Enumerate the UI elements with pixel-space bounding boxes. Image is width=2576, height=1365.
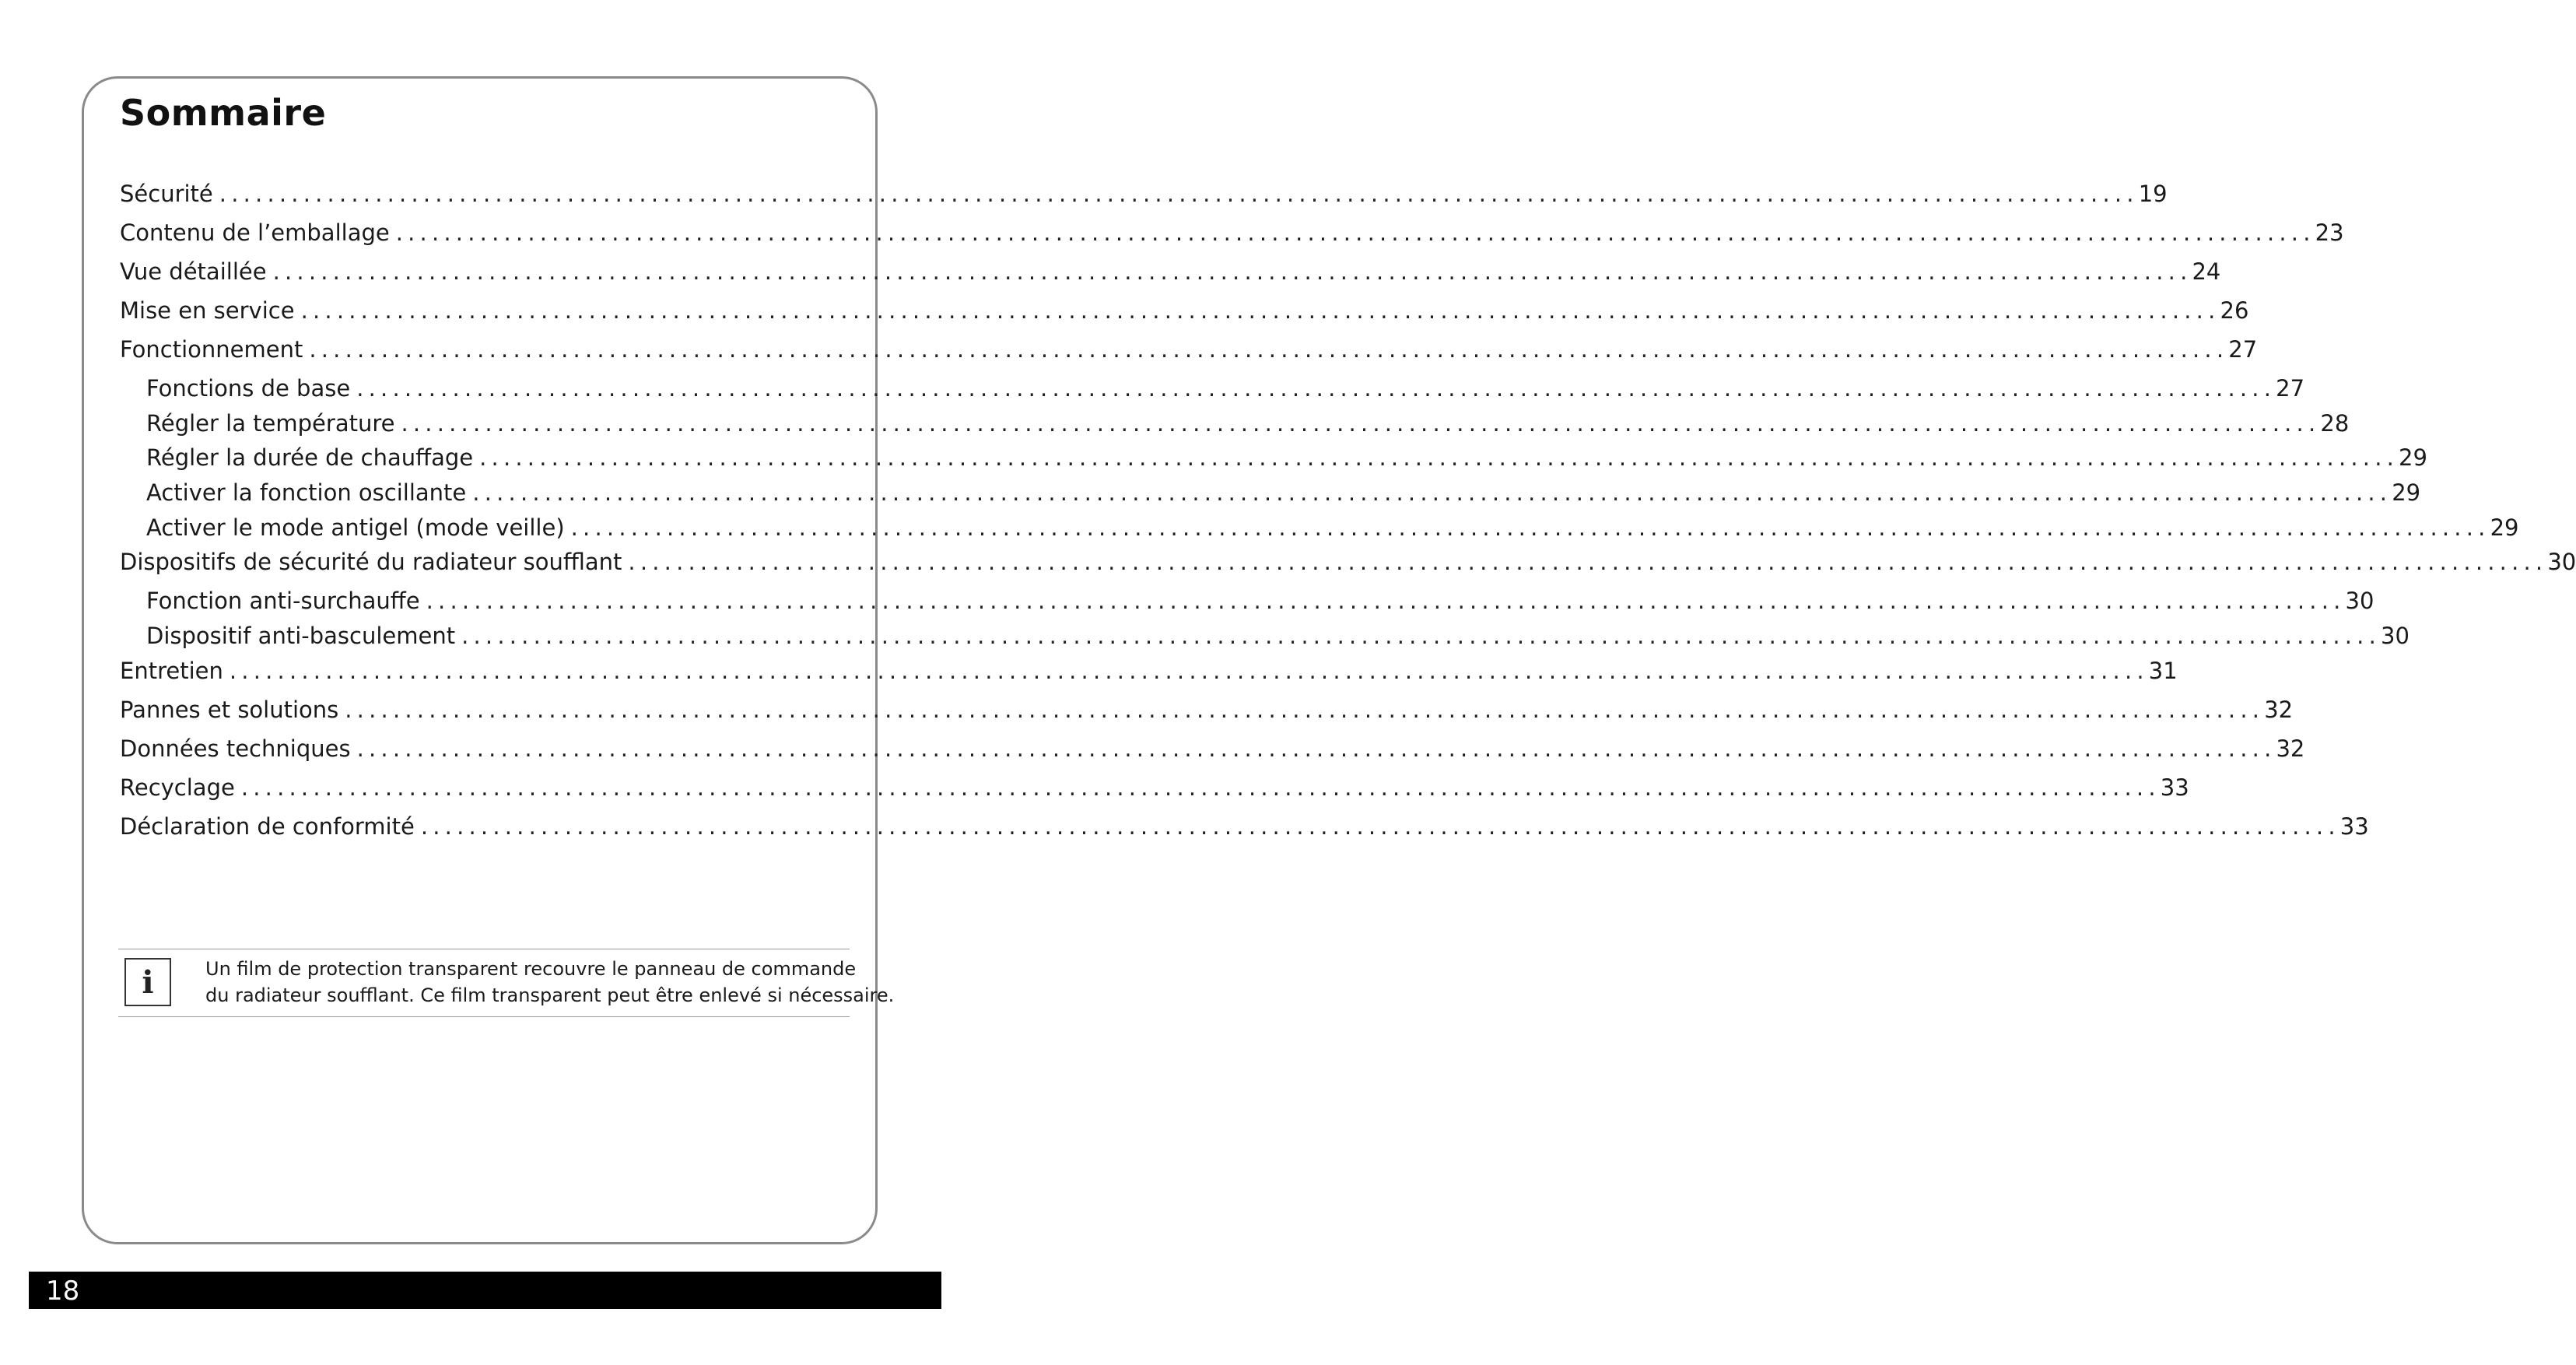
toc-entry[interactable] — [120, 181, 2168, 219]
toc-entry[interactable] — [120, 336, 2258, 375]
toc-entry-page: 19 — [2138, 181, 2168, 207]
toc-entry-page: 29 — [2490, 514, 2519, 541]
toc-leader-dots: ................................................................................................................................................................ — [219, 181, 2139, 207]
toc-leader-dots: ................................................................................................................................................................ — [479, 444, 2399, 472]
toc-entry[interactable] — [120, 258, 2221, 297]
toc-entry-label: Fonction anti-surchauffe — [146, 588, 420, 615]
toc-entry-page: 32 — [2264, 696, 2294, 723]
toc-entry-label: Pannes et solutions — [120, 696, 339, 723]
toc-subentry[interactable] — [120, 479, 2421, 514]
toc-entry-label: Contenu de l’emballage — [120, 219, 390, 246]
toc-leader-dots: ................................................................................................................................................................ — [628, 549, 2548, 576]
toc-entry-page: 29 — [2392, 479, 2421, 507]
info-note-line-2: du radiateur soufflant. Ce film transparent peut être enlevé si nécessaire. — [205, 984, 895, 1006]
page-number: 18 — [46, 1276, 80, 1307]
info-note-text — [205, 956, 894, 1009]
toc-leader-dots: ................................................................................................................................................................ — [395, 219, 2315, 246]
page-title: Sommaire — [120, 92, 327, 134]
toc-leader-dots: ................................................................................................................................................................ — [300, 297, 2220, 324]
toc-entry[interactable] — [120, 657, 2178, 697]
toc-entry-label: Vue détaillée — [120, 258, 267, 285]
toc-entry-page: 30 — [2547, 549, 2576, 576]
toc-entry-label: Fonctionnement — [120, 336, 303, 363]
toc-entry-page: 30 — [2345, 588, 2374, 615]
toc-subentry[interactable] — [120, 588, 2374, 623]
toc-entry-label: Déclaration de conformité — [120, 812, 415, 840]
toc-entry-label: Sécurité — [120, 181, 213, 207]
toc-entry[interactable] — [120, 219, 2344, 258]
toc-entry-page: 27 — [2228, 336, 2258, 363]
toc-leader-dots: ................................................................................................................................................................ — [309, 336, 2229, 363]
toc-entry-page: 24 — [2192, 258, 2221, 285]
toc-entry-label: Fonctions de base — [146, 375, 351, 402]
toc-entry[interactable] — [120, 549, 2576, 588]
info-note-line-1: Un film de protection transparent recouvre le panneau de commande — [205, 958, 857, 980]
toc-entry-label: Données techniques — [120, 735, 351, 762]
toc-entry-label: Entretien — [120, 657, 223, 684]
toc-entry-label: Mise en service — [120, 297, 295, 324]
toc-entry-page: 29 — [2399, 444, 2427, 472]
toc-entry[interactable] — [120, 696, 2294, 735]
toc-entry-page: 26 — [2220, 297, 2249, 324]
toc-entry-label: Activer la fonction oscillante — [146, 479, 467, 507]
toc-leader-dots: ................................................................................................................................................................ — [472, 479, 2392, 507]
toc-leader-dots: ................................................................................................................................................................ — [401, 409, 2321, 437]
toc-entry-page: 23 — [2315, 219, 2344, 246]
info-icon: i — [124, 958, 171, 1006]
toc-entry-page: 30 — [2381, 623, 2410, 650]
toc-subentry[interactable] — [120, 375, 2305, 410]
toc-leader-dots: ................................................................................................................................................................ — [461, 623, 2381, 650]
toc-subentry[interactable] — [120, 409, 2350, 445]
toc-entry[interactable] — [120, 774, 2189, 813]
toc-leader-dots: ................................................................................................................................................................ — [345, 696, 2265, 723]
toc-leader-dots: ................................................................................................................................................................ — [240, 774, 2161, 801]
toc-leader-dots: ................................................................................................................................................................ — [356, 735, 2276, 762]
toc-entry[interactable] — [120, 297, 2249, 336]
toc-entry-page: 32 — [2276, 735, 2305, 762]
toc-leader-dots: ................................................................................................................................................................ — [570, 514, 2490, 541]
toc-entry-page: 28 — [2320, 409, 2350, 437]
toc-entry[interactable] — [120, 812, 2369, 852]
toc-leader-dots: ................................................................................................................................................................ — [272, 258, 2192, 285]
toc-leader-dots: ................................................................................................................................................................ — [229, 657, 2149, 684]
toc-entry[interactable] — [120, 735, 2305, 774]
toc-subentry[interactable] — [120, 623, 2410, 658]
toc-entry-page: 33 — [2160, 774, 2189, 801]
toc-entry-page: 27 — [2276, 375, 2305, 402]
toc-entry-page: 33 — [2339, 812, 2369, 840]
info-note — [118, 949, 895, 1017]
toc-leader-dots: ................................................................................................................................................................ — [426, 588, 2346, 615]
toc-entry-label: Régler la température — [146, 409, 395, 437]
toc-subentry[interactable] — [120, 514, 2519, 549]
toc-entry-label: Dispositifs de sécurité du radiateur soufflant — [120, 549, 622, 576]
toc-entry-label: Recyclage — [120, 774, 235, 801]
toc-entry-label: Régler la durée de chauffage — [146, 444, 474, 472]
toc-entry-label: Activer le mode antigel (mode veille) — [146, 514, 565, 541]
toc-entry-page: 31 — [2148, 657, 2178, 684]
table-of-contents — [120, 181, 2576, 852]
toc-leader-dots: ................................................................................................................................................................ — [420, 812, 2340, 840]
toc-subentry[interactable] — [120, 444, 2427, 479]
toc-entry-label: Dispositif anti-basculement — [146, 623, 456, 650]
toc-leader-dots: ................................................................................................................................................................ — [356, 375, 2276, 402]
footer-bar — [29, 1272, 941, 1309]
